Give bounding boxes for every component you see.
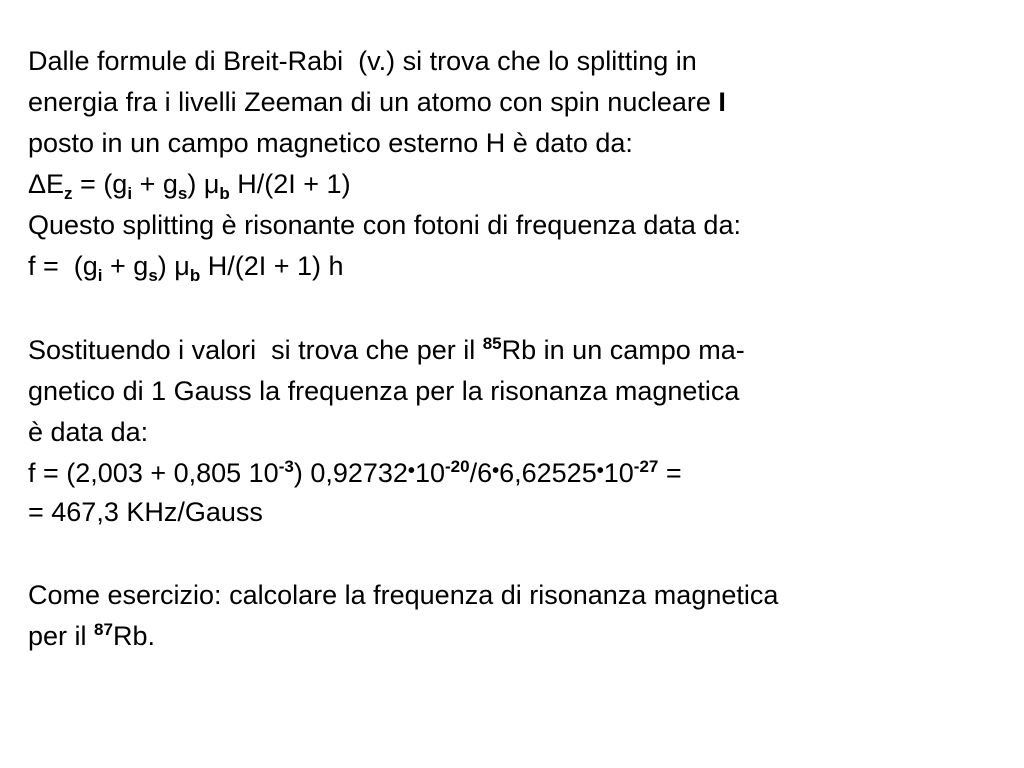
line-text: energia fra i livelli Zeeman di un atomo con spin nucleare (28, 87, 719, 117)
exponent: -3 (278, 457, 294, 476)
formula-numeric (28, 456, 682, 493)
text-line-breit-rabi-intro (28, 44, 697, 78)
formula-result (28, 495, 263, 529)
formula-part: ΔE (28, 169, 65, 199)
text-line-external-field (28, 126, 633, 160)
exponent: -27 (633, 457, 659, 476)
formula-part: H/(2I + 1) (229, 169, 351, 199)
formula-part: f = (g (28, 251, 98, 281)
subscript: i (127, 184, 133, 203)
line-text: è data da: (28, 417, 149, 447)
line-text: Rb in un campo ma- (501, 335, 745, 365)
line-text: Come esercizio: calcolare la frequenza di risonanza magnetica (28, 580, 779, 610)
line-text: per il (28, 621, 95, 651)
formula-part: = (658, 458, 682, 488)
exponent: -20 (444, 457, 470, 476)
multiplication-dot: • (596, 460, 604, 482)
text-line-magnetic-resonance (28, 374, 739, 408)
line-text: Rb. (112, 621, 155, 651)
line-text: = 467,3 KHz/Gauss (28, 497, 263, 527)
subscript: b (219, 184, 230, 203)
formula-part: f = (2,003 + 0,805 10 (28, 458, 279, 488)
line-text: Questo splitting è risonante con fotoni di frequenza data da: (28, 210, 741, 240)
line-text: gnetico di 1 Gauss la frequenza per la risonanza magnetica (28, 376, 740, 406)
subscript: s (177, 184, 188, 203)
line-text: Sostituendo i valori si trova che per il (28, 335, 483, 365)
formula-frequency (28, 249, 344, 283)
formula-delta-e (28, 167, 351, 201)
text-line-resonant-photons (28, 208, 741, 242)
line-text: posto in un campo magnetico esterno H è dato da: (28, 128, 633, 158)
formula-part: ) 0,92732 (293, 458, 408, 488)
subscript: i (97, 266, 103, 285)
multiplication-dot: • (492, 460, 500, 482)
formula-part: ) μ (187, 169, 220, 199)
text-line-exercise (28, 578, 778, 612)
formula-part: + g (132, 169, 178, 199)
formula-part: /6 (469, 458, 493, 488)
text-line-rb87 (28, 619, 155, 653)
formula-part: 10 (414, 458, 445, 488)
multiplication-dot: • (407, 460, 415, 482)
line-text: Dalle formule di Breit-Rabi (v.) si trova che lo splitting in (28, 46, 697, 76)
subscript: b (189, 266, 201, 285)
formula-part: = (g (72, 169, 128, 199)
formula-part: H/(2I + 1) h (200, 251, 344, 281)
nuclear-spin-symbol: I (718, 87, 726, 117)
formula-part: 10 (603, 458, 634, 488)
formula-part: + g (102, 251, 149, 281)
formula-part: ) μ (157, 251, 190, 281)
text-line-zeeman-levels (28, 85, 726, 119)
mass-number-superscript: 87 (94, 620, 113, 639)
text-line-given-by (28, 415, 148, 449)
subscript: z (64, 184, 73, 203)
mass-number-superscript: 85 (482, 334, 502, 353)
text-line-rb85-substitution (28, 333, 745, 367)
formula-part: 6,62525 (499, 458, 597, 488)
subscript: s (148, 266, 158, 285)
